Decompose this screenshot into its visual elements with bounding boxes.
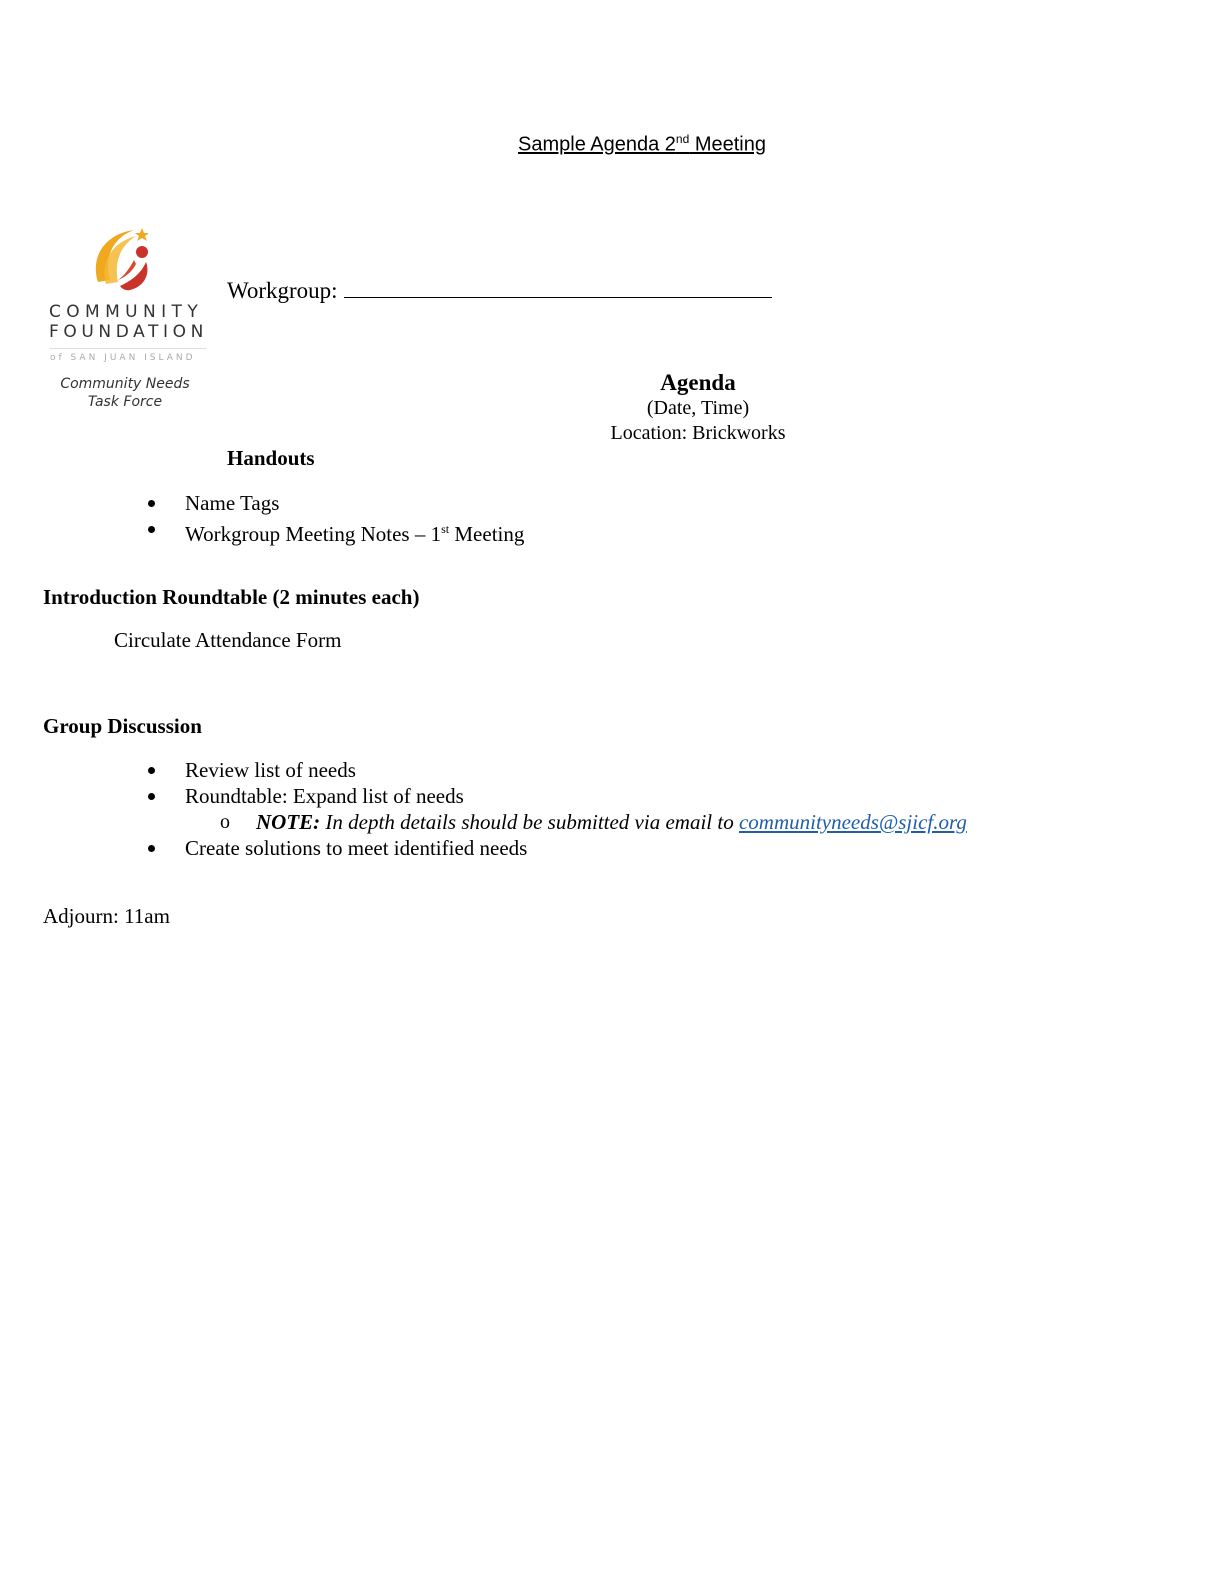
hollow-bullet-icon: o (220, 811, 230, 833)
logo-subtitle: of SAN JUAN ISLAND (50, 353, 196, 363)
introduction-heading: Introduction Roundtable (2 minutes each) (43, 585, 420, 609)
logo-tagline-line2: Task Force (87, 394, 163, 410)
bullet-icon (148, 845, 155, 852)
email-link[interactable]: communityneeds@sjicf.org (738, 810, 967, 834)
note-label: NOTE: (256, 810, 321, 834)
agenda-heading: Agenda (660, 370, 736, 395)
logo-tagline-line1: Community Needs (60, 376, 190, 392)
bullet-icon (148, 793, 155, 800)
discussion-item-text: Create solutions to meet identified needs (185, 836, 528, 860)
workgroup-label: Workgroup: (227, 278, 338, 303)
title-text: Sample Agenda 2 (518, 133, 676, 156)
workgroup-field (227, 278, 772, 304)
bullet-icon (148, 500, 155, 507)
discussion-item-text: Roundtable: Expand list of needs (185, 784, 464, 808)
introduction-item: Circulate Attendance Form (114, 628, 342, 652)
handout-item-suffix: Meeting (449, 522, 525, 546)
community-foundation-logo (44, 224, 210, 414)
note-body: In depth details should be submitted via email to (320, 810, 739, 834)
logo-divider (50, 348, 206, 349)
workgroup-blank-line (344, 296, 772, 298)
handout-item-text (185, 516, 524, 547)
page-title (0, 132, 1224, 157)
bullet-icon (148, 767, 155, 774)
group-discussion-heading: Group Discussion (43, 714, 202, 738)
bullet-icon (148, 526, 155, 533)
discussion-item-text: Review list of needs (185, 758, 356, 782)
handout-item-main: Workgroup Meeting Notes – 1 (185, 522, 442, 546)
title-suffix: Meeting (689, 133, 766, 156)
handout-item-text: Name Tags (185, 491, 280, 515)
handouts-heading: Handouts (227, 446, 315, 470)
logo-word-foundation: FOUNDATION (49, 322, 208, 342)
agenda-header (548, 369, 848, 446)
adjourn-line: Adjourn: 11am (43, 904, 170, 928)
logo-word-community: COMMUNITY (49, 302, 204, 322)
handout-item-superscript: st (441, 522, 450, 536)
title-superscript: nd (675, 132, 690, 146)
note-text (256, 809, 967, 835)
agenda-date-time: (Date, Time) (646, 397, 750, 419)
agenda-location: Location: Brickworks (610, 422, 786, 444)
shooting-star-figure-icon (90, 224, 162, 294)
